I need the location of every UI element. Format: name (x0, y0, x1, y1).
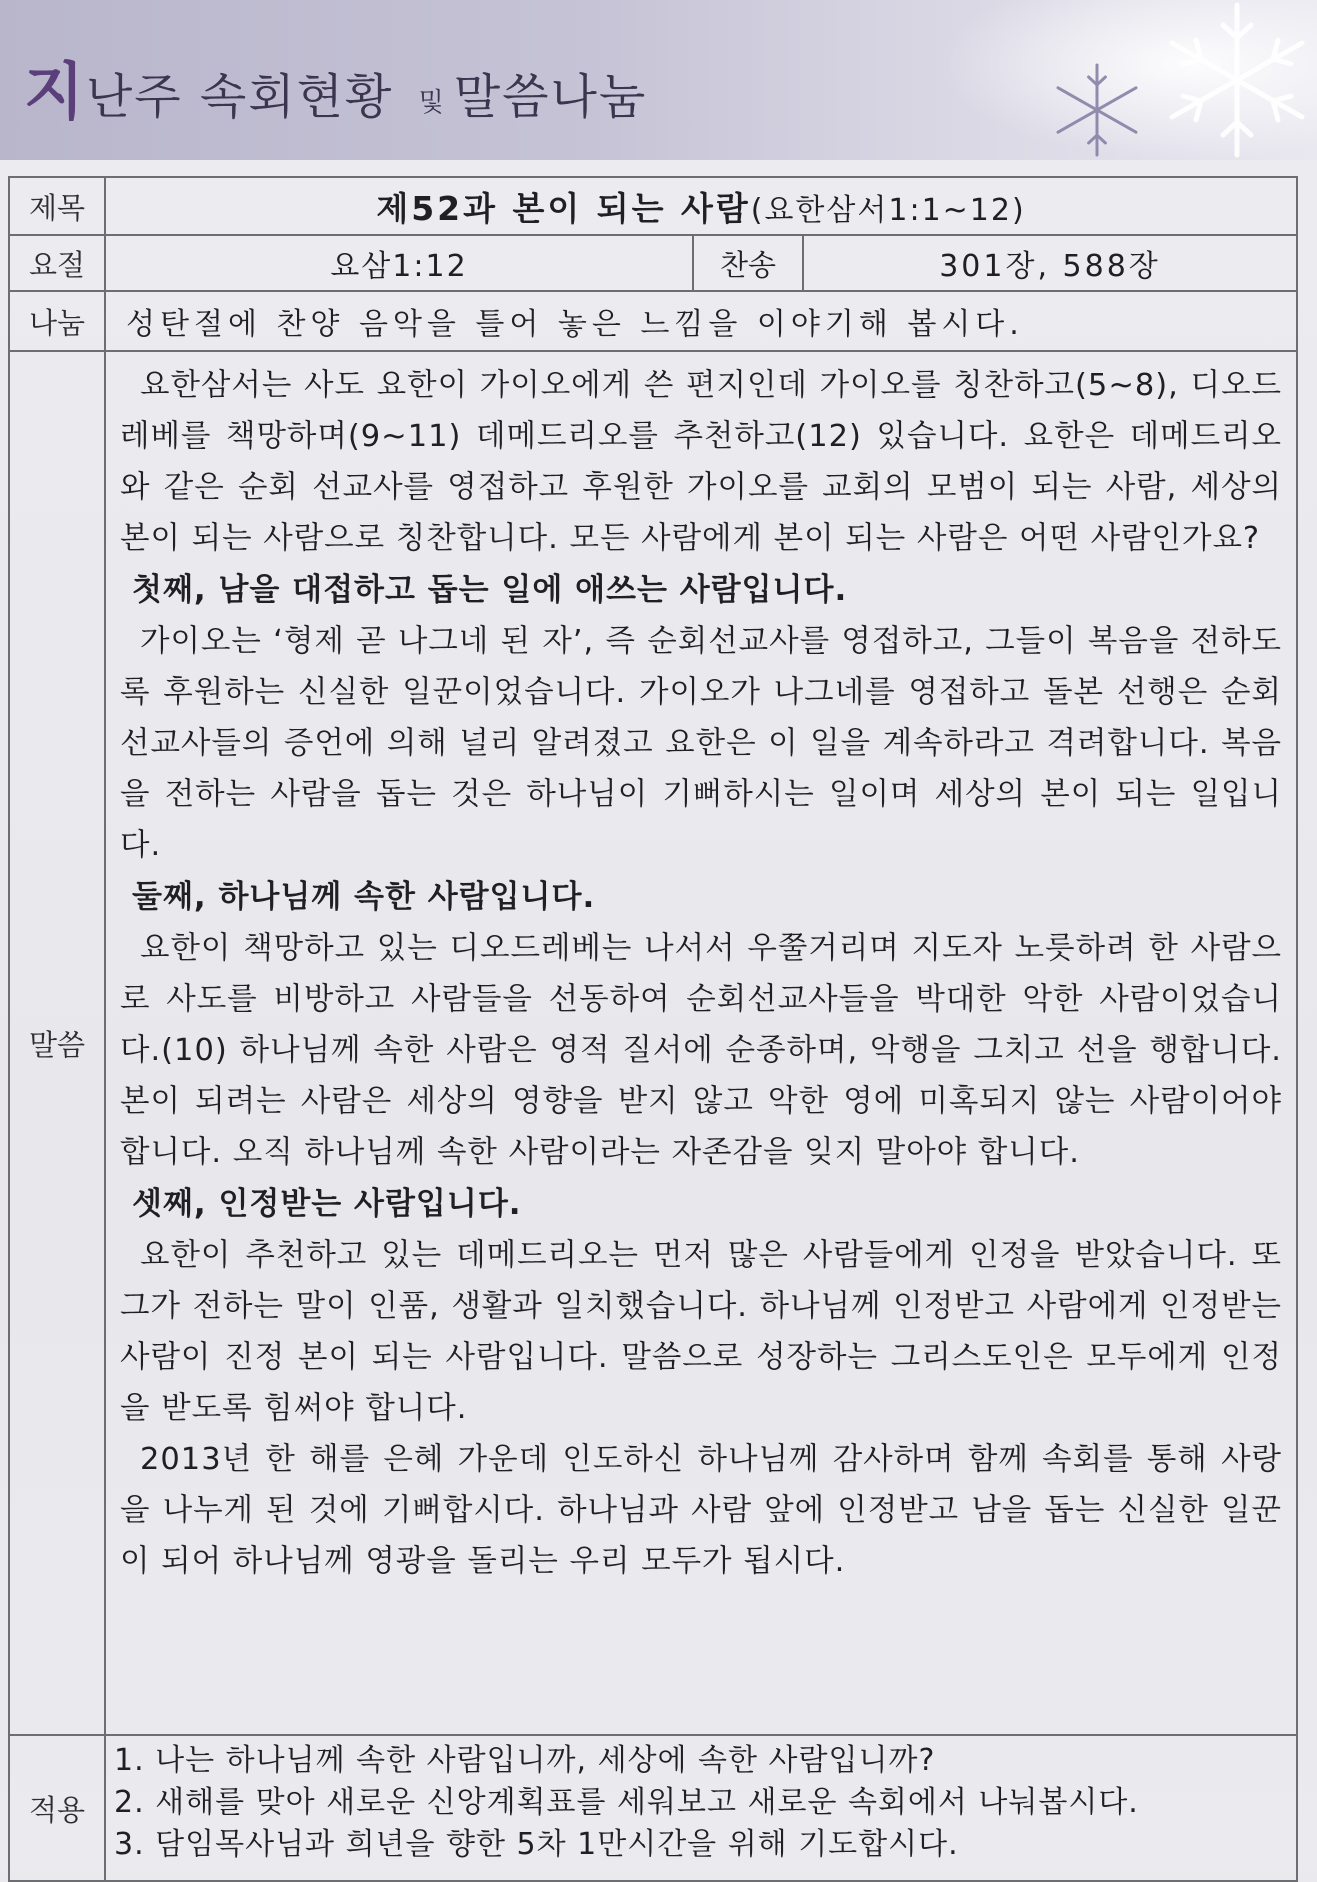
apply-row (9, 1735, 1297, 1881)
title-initial: 지 (24, 55, 86, 128)
title-conjunction: 및 (418, 87, 446, 118)
snowflake-decoration-icon (897, 0, 1317, 160)
share-label: 나눔 (9, 291, 105, 351)
hymn-label: 찬송 (693, 235, 803, 291)
lesson-title (105, 177, 1297, 235)
title-part-a: 난주 속회현황 (85, 69, 394, 125)
title-row (9, 177, 1297, 235)
header-banner (0, 0, 1317, 160)
point1-heading: 첫째, 남을 대접하고 돕는 일에 애쓰는 사람입니다. (132, 572, 848, 608)
share-row (9, 291, 1297, 351)
apply-list (105, 1735, 1297, 1881)
page-title (24, 42, 647, 131)
lesson-reference: (요한삼서1:1~12) (750, 192, 1026, 228)
title-label: 제목 (9, 177, 105, 235)
word-label: 말씀 (9, 351, 105, 1735)
lesson-table (8, 176, 1298, 1882)
verse-label: 요절 (9, 235, 105, 291)
memory-verse: 요삼1:12 (105, 235, 693, 291)
apply-item-3: 3. 담임목사님과 희년을 향한 5차 1만시간을 위해 기도합시다. (114, 1827, 959, 1862)
hymn-numbers: 301장, 588장 (803, 235, 1297, 291)
title-part-b: 말씀나눔 (453, 69, 648, 125)
verse-row (9, 235, 1297, 291)
point3-heading: 셋째, 인정받는 사람입니다. (132, 1186, 522, 1222)
point1-paragraph: 가이오는 ‘형제 곧 나그네 된 자’, 즉 순회선교사를 영접하고, 그들이 복음을 전하도록 후원하는 신실한 일꾼이었습니다. 가이오가 나그네를 영접하고 돌본 선행은 순회선교사들의 증언에 의해 널리 알려졌고 요한은 이 일을 계속하라고 격려합니다. 복음을 전하는 사람을 돕는 것은 하나님이 기뻐하시는 일이며 세상의 본이 되는 일입니다. (120, 624, 1282, 863)
lesson-title-text: 제52과 본이 되는 사람 (376, 188, 751, 228)
apply-item-1: 1. 나는 하나님께 속한 사람입니까, 세상에 속한 사람입니까? (114, 1743, 936, 1778)
word-row (9, 351, 1297, 1735)
point2-heading: 둘째, 하나님께 속한 사람입니다. (132, 879, 596, 915)
point2-paragraph: 요한이 책망하고 있는 디오드레베는 나서서 우쭐거리며 지도자 노릇하려 한 사람으로 사도를 비방하고 사람들을 선동하여 순회선교사들을 박대한 악한 사람이었습니다.(10) 하나님께 속한 사람은 영적 질서에 순종하며, 악행을 그치고 선을 행합니다. 본이 되려는 사람은 세상의 영향을 받지 않고 악한 영에 미혹되지 않는 사람이어야 합니다. 오직 하나님께 속한 사람이라는 자존감을 잊지 말아야 합니다. (120, 931, 1282, 1170)
share-question: 성탄절에 찬양 음악을 틀어 놓은 느낌을 이야기해 봅시다. (105, 291, 1297, 351)
intro-paragraph: 요한삼서는 사도 요한이 가이오에게 쓴 편지인데 가이오를 칭찬하고(5~8), 디오드레베를 책망하며(9~11) 데메드리오를 추천하고(12) 있습니다. 요한은 데메드리오와 같은 순회 선교사를 영접하고 후원한 가이오를 교회의 모범이 되는 사람, 세상의 본이 되는 사람으로 칭찬합니다. 모든 사람에게 본이 되는 사람은 어떤 사람인가요? (120, 368, 1282, 556)
apply-label: 적용 (9, 1735, 105, 1881)
word-body (105, 351, 1297, 1735)
closing-paragraph: 2013년 한 해를 은혜 가운데 인도하신 하나님께 감사하며 함께 속회를 통해 사랑을 나누게 된 것에 기뻐합시다. 하나님과 사람 앞에 인정받고 남을 돕는 신실한 일꾼이 되어 하나님께 영광을 돌리는 우리 모두가 됩시다. (120, 1442, 1282, 1579)
point3-paragraph: 요한이 추천하고 있는 데메드리오는 먼저 많은 사람들에게 인정을 받았습니다. 또 그가 전하는 말이 인품, 생활과 일치했습니다. 하나님께 인정받고 사람에게 인정받는 사람이 진정 본이 되는 사람입니다. 말씀으로 성장하는 그리스도인은 모두에게 인정을 받도록 힘써야 합니다. (120, 1238, 1282, 1426)
apply-item-2: 2. 새해를 맞아 새로운 신앙계획표를 세워보고 새로운 속회에서 나눠봅시다. (114, 1785, 1139, 1820)
